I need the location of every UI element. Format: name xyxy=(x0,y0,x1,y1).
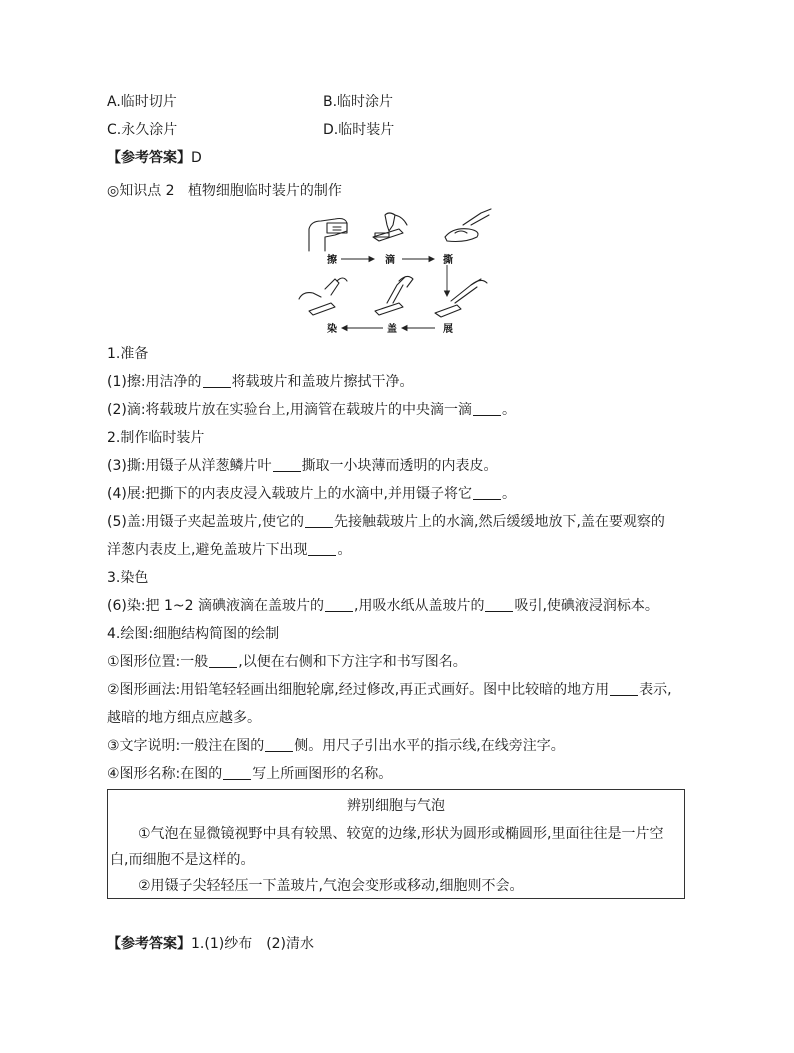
step-2-text-a: (2)滴:将载玻片放在实验台上,用滴管在载玻片的中央滴一滴 xyxy=(107,402,472,418)
label-di: 滴 xyxy=(385,255,395,266)
step-6-text-a: (6)染:把 1~2 滴碘液滴在盖玻片的 xyxy=(107,598,324,614)
label-zhan: 展 xyxy=(443,324,453,335)
option-a: A.临时切片 xyxy=(107,94,177,110)
note-p1-line-1: ①气泡在显微镜视野中具有较黑、较宽的边缘,形状为圆形或椭圆形,里面往往是一片空 xyxy=(138,826,664,842)
step-6 xyxy=(107,596,659,616)
answer-value: D xyxy=(191,150,202,166)
drawing-4-text-b: 写上所画图形的名称。 xyxy=(252,766,393,782)
drawing-3-text-b: 侧。用尺子引出水平的指示线,在线旁注字。 xyxy=(294,738,565,754)
step-4-text-a: (4)展:把撕下的内表皮浸入载玻片上的水滴中,并用镊子将它 xyxy=(107,486,472,502)
drawing-1-text-a: ①图形位置:一般 xyxy=(107,654,209,670)
blank xyxy=(223,765,251,780)
label-ran: 染 xyxy=(327,324,337,335)
step-1 xyxy=(107,372,414,392)
drawing-2-line-2: 越暗的地方细点应越多。 xyxy=(107,710,261,726)
step-5-line-2 xyxy=(107,540,351,560)
blank xyxy=(325,597,353,612)
step-1-text-a: (1)擦:用洁净的 xyxy=(107,374,202,390)
step-si-illustration xyxy=(445,209,491,242)
answer-label-2: 【参考答案】 xyxy=(107,936,191,952)
step-6-text-b: ,用吸水纸从盖玻片的 xyxy=(354,598,485,614)
note-p1-line-2: 白,而细胞不是这样的。 xyxy=(110,852,255,868)
knowledge-point xyxy=(107,181,342,201)
step-3-text-b: 撕取一小块薄而透明的内表皮。 xyxy=(301,458,498,474)
answer-value-2: 1.(1)纱布 (2)清水 xyxy=(191,936,315,952)
drawing-3 xyxy=(107,736,565,756)
step-6-text-c: 吸引,使碘液浸润标本。 xyxy=(514,598,659,614)
blank xyxy=(305,513,333,528)
drawing-4 xyxy=(107,764,392,784)
section-4-heading: 4.绘图:细胞结构简图的绘制 xyxy=(107,626,280,642)
answer-label: 【参考答案】 xyxy=(107,150,191,166)
section-3-heading: 3.染色 xyxy=(107,570,149,586)
step-5-text-d: 。 xyxy=(337,542,352,558)
label-gai: 盖 xyxy=(387,324,397,335)
drawing-1 xyxy=(107,652,467,672)
note-title: 辨别细胞与气泡 xyxy=(347,798,445,814)
drawing-1-text-b: ,以便在右侧和下方注字和书写图名。 xyxy=(238,654,467,670)
step-5-text-b: 先接触载玻片上的水滴,然后缓缓地放下,盖在要观察的 xyxy=(334,514,665,530)
blank xyxy=(273,457,301,472)
step-1-text-b: 将载玻片和盖玻片擦拭干净。 xyxy=(231,374,414,390)
step-5-line-1 xyxy=(107,512,665,532)
blank xyxy=(203,373,231,388)
note-box xyxy=(107,789,685,899)
answer-line-2 xyxy=(107,934,314,954)
drawing-2-text-a: ②图形画法:用铅笔轻轻画出细胞轮廓,经过修改,再正式画好。图中比较暗的地方用 xyxy=(107,682,610,698)
step-4-text-b: 。 xyxy=(502,486,516,502)
step-3-text-a: (3)撕:用镊子从洋葱鳞片叶 xyxy=(107,458,272,474)
drawing-3-text-a: ③文字说明:一般注在图的 xyxy=(107,738,265,754)
blank xyxy=(209,653,237,668)
blank xyxy=(308,541,336,556)
option-d: D.临时装片 xyxy=(323,122,395,138)
step-ran-illustration xyxy=(299,278,347,315)
option-c: C.永久涂片 xyxy=(107,122,178,138)
knowledge-prefix: ◎知识点 2 xyxy=(107,183,175,199)
step-3 xyxy=(107,456,498,476)
option-b: B.临时涂片 xyxy=(323,94,394,110)
blank xyxy=(473,401,501,416)
knowledge-title: 植物细胞临时装片的制作 xyxy=(187,183,342,199)
drawing-4-text-a: ④图形名称:在图的 xyxy=(107,766,223,782)
step-zhan-illustration xyxy=(435,279,487,317)
step-2 xyxy=(107,400,516,420)
step-gai-illustration xyxy=(375,276,413,315)
step-5-text-c: 洋葱内表皮上,避免盖玻片下出现 xyxy=(107,542,308,558)
note-p2: ②用镊子尖轻轻压一下盖玻片,气泡会变形或移动,细胞则不会。 xyxy=(138,878,524,894)
step-4 xyxy=(107,484,516,504)
blank xyxy=(265,737,293,752)
step-di-illustration xyxy=(373,213,407,241)
section-1-heading: 1.准备 xyxy=(107,346,149,362)
step-2-text-b: 。 xyxy=(502,402,516,418)
blank xyxy=(485,597,513,612)
answer-line-1 xyxy=(107,148,202,168)
procedure-figure xyxy=(295,207,495,339)
blank xyxy=(473,485,501,500)
drawing-2-line-1 xyxy=(107,680,672,700)
drawing-2-text-b: 表示, xyxy=(639,682,672,698)
step-ca-illustration xyxy=(309,219,347,252)
blank xyxy=(610,681,638,696)
section-2-heading: 2.制作临时装片 xyxy=(107,430,205,446)
label-si: 撕 xyxy=(443,255,453,266)
step-5-text-a: (5)盖:用镊子夹起盖玻片,使它的 xyxy=(107,514,304,530)
label-ca: 擦 xyxy=(327,255,337,266)
